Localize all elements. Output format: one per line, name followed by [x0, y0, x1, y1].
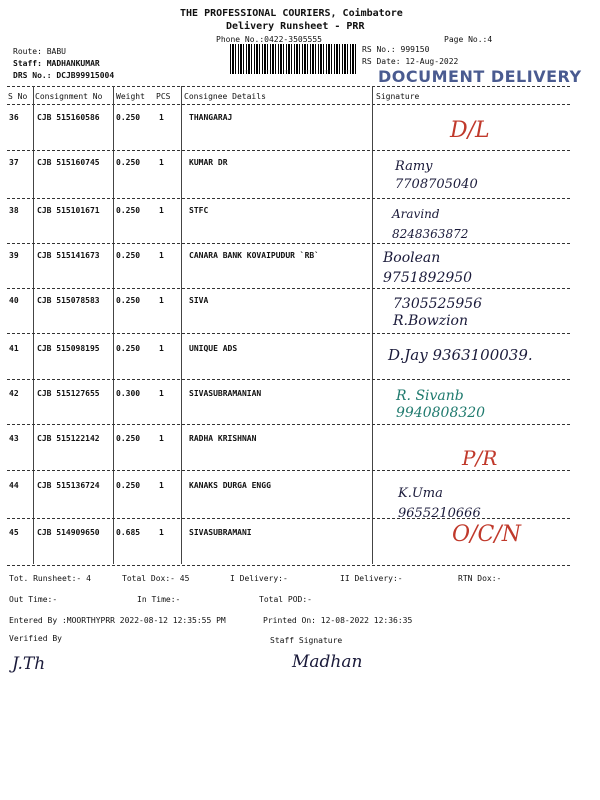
row-consignment: CJB 515101671 [37, 206, 100, 215]
row-separator [7, 198, 570, 199]
row-sno: 42 [9, 389, 19, 398]
rs-date: RS Date: 12-Aug-2022 [362, 57, 459, 66]
row-weight: 0.250 [116, 158, 141, 167]
row-consignment: CJB 515136724 [37, 481, 100, 490]
row-sno: 45 [9, 528, 19, 537]
row-sno: 38 [9, 206, 19, 215]
row-weight: 0.300 [116, 389, 141, 398]
row-weight: 0.250 [116, 251, 141, 260]
col-weight-header: Weight [116, 92, 145, 101]
col-divider [113, 86, 114, 564]
total-pod: Total POD:- [259, 595, 312, 604]
row-pcs: 1 [159, 158, 164, 167]
page-title: Delivery Runsheet - PRR [226, 21, 365, 32]
staff-signature-label: Staff Signature [270, 636, 343, 645]
col-pcs-header: PCS [156, 92, 171, 101]
row-weight: 0.250 [116, 206, 141, 215]
col-consignee-header: Consignee Details [184, 92, 266, 101]
row-consignment: CJB 515098195 [37, 344, 100, 353]
row-sno: 36 [9, 113, 19, 122]
row-consignee: CANARA BANK KOVAIPUDUR `RB` [189, 251, 320, 260]
row-consignment: CJB 514909650 [37, 528, 100, 537]
row-consignee: KUMAR DR [189, 158, 228, 167]
header-top-rule [7, 86, 570, 87]
col-divider [372, 86, 373, 564]
row-separator [7, 470, 570, 471]
row-consignment: CJB 515141673 [37, 251, 100, 260]
route: Route: BABU [13, 47, 66, 56]
row-consignment: CJB 515160586 [37, 113, 100, 122]
row-weight: 0.250 [116, 481, 141, 490]
row-separator [7, 288, 570, 289]
row-sno: 43 [9, 434, 19, 443]
row-sno: 37 [9, 158, 19, 167]
row-consignee: STFC [189, 206, 209, 215]
verifier-signature: J.Th [12, 654, 46, 674]
row-pcs: 1 [159, 434, 164, 443]
col-divider [33, 86, 34, 564]
staff-signature: Madhan [292, 652, 363, 672]
i-delivery: I Delivery:- [230, 574, 288, 583]
row-consignment: CJB 515127655 [37, 389, 100, 398]
row-consignee: SIVASUBRAMANIAN [189, 389, 262, 398]
row-sno: 44 [9, 481, 19, 490]
row-sno: 39 [9, 251, 19, 260]
signature-handwriting: K.Uma 9655210666 [398, 486, 481, 521]
row-separator [7, 518, 570, 519]
header-bottom-rule [7, 104, 570, 105]
signature-handwriting: D/L [450, 118, 490, 143]
row-weight: 0.685 [116, 528, 141, 537]
col-signature-header: Signature [376, 92, 420, 101]
total-dox: Total Dox:- 45 [122, 574, 190, 583]
row-sno: 40 [9, 296, 19, 305]
signature-handwriting: D.Jay 9363100039. [388, 346, 533, 364]
row-pcs: 1 [159, 206, 164, 215]
row-pcs: 1 [159, 481, 164, 490]
signature-handwriting: O/C/N [452, 522, 521, 547]
rtn-dox: RTN Dox:- [458, 574, 502, 583]
barcode-image [230, 44, 358, 74]
col-divider [181, 86, 182, 564]
row-consignee: THANGARAJ [189, 113, 233, 122]
row-weight: 0.250 [116, 434, 141, 443]
phone-number: Phone No.:0422-3505555 [216, 35, 322, 44]
row-separator [7, 379, 570, 380]
row-pcs: 1 [159, 296, 164, 305]
row-consignment: CJB 515078583 [37, 296, 100, 305]
table-bottom-rule [7, 565, 570, 566]
signature-handwriting: Boolean 9751892950 [383, 250, 473, 286]
signature-handwriting: 7305525956 R.Bowzion [393, 296, 483, 329]
row-separator [7, 333, 570, 334]
row-weight: 0.250 [116, 296, 141, 305]
out-time: Out Time:- [9, 595, 58, 604]
row-consignment: CJB 515160745 [37, 158, 100, 167]
row-consignee: KANAKS DURGA ENGG [189, 481, 271, 490]
in-time: In Time:- [137, 595, 181, 604]
signature-handwriting: Ramy 7708705040 [395, 159, 478, 192]
row-consignee: RADHA KRISHNAN [189, 434, 257, 443]
row-pcs: 1 [159, 528, 164, 537]
row-separator [7, 243, 570, 244]
row-separator [7, 150, 570, 151]
col-sno-header: S No [8, 92, 28, 101]
tot-runsheet: Tot. Runsheet:- 4 [9, 574, 91, 583]
row-pcs: 1 [159, 113, 164, 122]
row-sno: 41 [9, 344, 19, 353]
entered-by: Entered By :MOORTHYPRR 2022-08-12 12:35:55 PM [9, 616, 226, 625]
rs-number: RS No.: 999150 [362, 45, 430, 54]
ii-delivery: II Delivery:- [340, 574, 403, 583]
signature-handwriting: R. Sivanb 9940808320 [396, 388, 486, 421]
row-consignment: CJB 515122142 [37, 434, 100, 443]
row-consignee: UNIQUE ADS [189, 344, 238, 353]
drs-number: DRS No.: DCJB99915004 [13, 71, 115, 80]
row-consignee: SIVASUBRAMANI [189, 528, 252, 537]
row-consignee: SIVA [189, 296, 209, 305]
document-delivery-stamp: DOCUMENT DELIVERY [378, 67, 582, 86]
row-pcs: 1 [159, 344, 164, 353]
verified-by-label: Verified By [9, 634, 62, 643]
row-weight: 0.250 [116, 113, 141, 122]
row-pcs: 1 [159, 251, 164, 260]
row-weight: 0.250 [116, 344, 141, 353]
company-name: THE PROFESSIONAL COURIERS, Coimbatore [180, 8, 403, 19]
row-pcs: 1 [159, 389, 164, 398]
staff: Staff: MADHANKUMAR [13, 59, 100, 68]
signature-handwriting: P/R [462, 446, 498, 470]
signature-handwriting: Aravind 8248363872 [392, 207, 469, 241]
col-consignment-header: Consignment No [35, 92, 103, 101]
printed-on: Printed On: 12-08-2022 12:36:35 [263, 616, 413, 625]
page-number: Page No.:4 [444, 35, 493, 44]
row-separator [7, 424, 570, 425]
